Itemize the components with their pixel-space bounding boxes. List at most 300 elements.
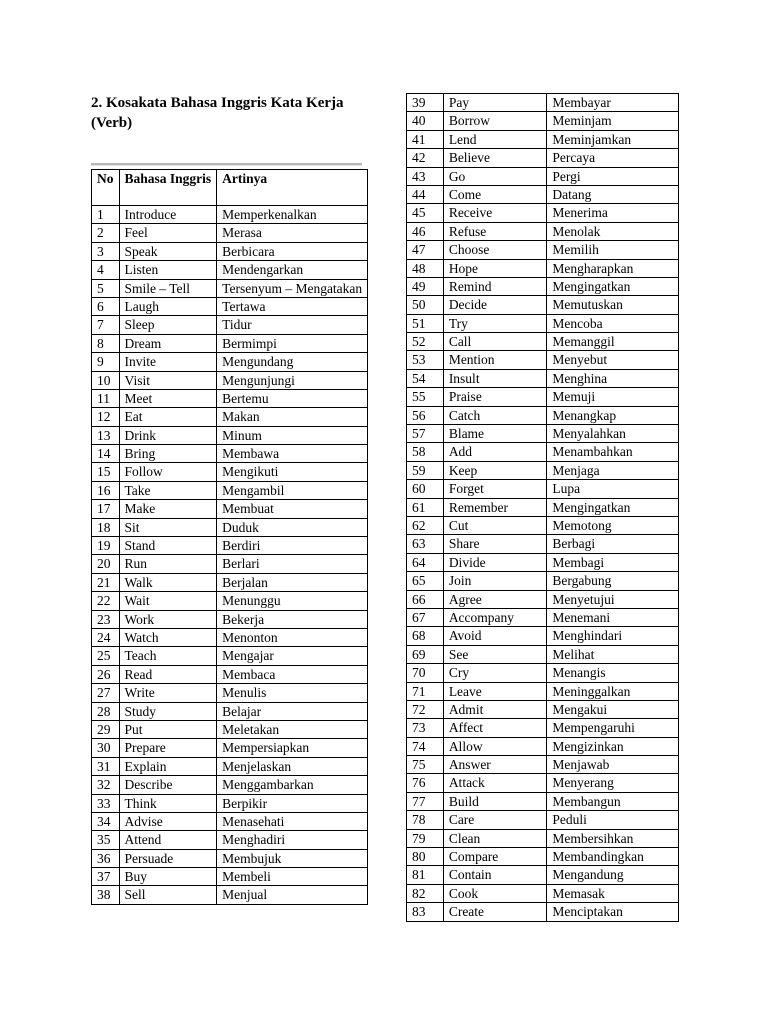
table-row	[92, 831, 368, 849]
table-row	[92, 334, 368, 352]
row-meaning: Menyalahkan	[547, 425, 679, 443]
row-meaning: Membeli	[217, 868, 368, 886]
row-meaning: Menemani	[547, 608, 679, 626]
table-row	[92, 445, 368, 463]
table-row	[407, 112, 679, 130]
row-meaning: Merasa	[217, 224, 368, 242]
row-number: 73	[407, 719, 444, 737]
vocab-table-left	[91, 169, 368, 905]
row-number: 29	[92, 720, 120, 738]
row-english-word: Buy	[119, 868, 217, 886]
row-number: 81	[407, 866, 444, 884]
row-meaning: Pergi	[547, 167, 679, 185]
row-english-word: Work	[119, 610, 217, 628]
row-english-word: Make	[119, 500, 217, 518]
row-english-word: Think	[119, 794, 217, 812]
row-number: 8	[92, 334, 120, 352]
row-english-word: Praise	[443, 388, 547, 406]
table-row	[92, 665, 368, 683]
row-number: 25	[92, 647, 120, 665]
row-meaning: Membayar	[547, 94, 679, 112]
table-row	[407, 94, 679, 112]
row-english-word: Clean	[443, 829, 547, 847]
row-number: 63	[407, 535, 444, 553]
row-number: 24	[92, 628, 120, 646]
row-english-word: Refuse	[443, 222, 547, 240]
row-meaning: Menyetujui	[547, 590, 679, 608]
row-number: 22	[92, 592, 120, 610]
row-english-word: Attack	[443, 774, 547, 792]
row-number: 82	[407, 884, 444, 902]
row-meaning: Mengingatkan	[547, 498, 679, 516]
row-number: 58	[407, 443, 444, 461]
row-number: 67	[407, 608, 444, 626]
table-row	[407, 351, 679, 369]
row-number: 31	[92, 757, 120, 775]
table-row	[407, 535, 679, 553]
row-meaning: Membaca	[217, 665, 368, 683]
row-number: 3	[92, 242, 120, 260]
row-english-word: Sell	[119, 886, 217, 904]
table-row	[407, 608, 679, 626]
table-row	[407, 314, 679, 332]
row-number: 75	[407, 756, 444, 774]
row-english-word: Avoid	[443, 627, 547, 645]
table-row	[407, 369, 679, 387]
header-no: No	[92, 170, 120, 206]
table-row	[407, 664, 679, 682]
row-meaning: Berbagi	[547, 535, 679, 553]
row-meaning: Menunggu	[217, 592, 368, 610]
row-english-word: Come	[443, 185, 547, 203]
row-english-word: Walk	[119, 573, 217, 591]
row-number: 2	[92, 224, 120, 242]
row-number: 72	[407, 700, 444, 718]
table-row	[407, 406, 679, 424]
row-number: 41	[407, 130, 444, 148]
row-english-word: Contain	[443, 866, 547, 884]
row-meaning: Menciptakan	[547, 903, 679, 921]
row-number: 80	[407, 848, 444, 866]
row-meaning: Mengakui	[547, 700, 679, 718]
row-meaning: Mengajar	[217, 647, 368, 665]
row-meaning: Mendengarkan	[217, 261, 368, 279]
table-row	[407, 241, 679, 259]
row-english-word: Smile – Tell	[119, 279, 217, 297]
row-number: 74	[407, 737, 444, 755]
table-row	[407, 590, 679, 608]
row-number: 27	[92, 684, 120, 702]
row-meaning: Bergabung	[547, 572, 679, 590]
row-meaning: Belajar	[217, 702, 368, 720]
row-meaning: Minum	[217, 426, 368, 444]
row-meaning: Bekerja	[217, 610, 368, 628]
table-row	[92, 261, 368, 279]
row-number: 45	[407, 204, 444, 222]
row-meaning: Membuat	[217, 500, 368, 518]
row-number: 51	[407, 314, 444, 332]
row-english-word: Care	[443, 811, 547, 829]
row-english-word: Leave	[443, 682, 547, 700]
row-meaning: Lupa	[547, 480, 679, 498]
table-row	[407, 645, 679, 663]
table-row	[92, 886, 368, 904]
row-number: 13	[92, 426, 120, 444]
table-row	[407, 811, 679, 829]
table-row	[92, 849, 368, 867]
row-meaning: Menonton	[217, 628, 368, 646]
table-row	[92, 408, 368, 426]
row-english-word: Dream	[119, 334, 217, 352]
row-english-word: Allow	[443, 737, 547, 755]
table-row	[407, 185, 679, 203]
row-english-word: Sit	[119, 518, 217, 536]
row-meaning: Memasak	[547, 884, 679, 902]
table-row	[407, 277, 679, 295]
row-english-word: Join	[443, 572, 547, 590]
row-number: 26	[92, 665, 120, 683]
table-row	[407, 516, 679, 534]
row-number: 61	[407, 498, 444, 516]
row-english-word: Laugh	[119, 297, 217, 315]
table-row	[92, 757, 368, 775]
row-number: 23	[92, 610, 120, 628]
row-meaning: Mengikuti	[217, 463, 368, 481]
row-number: 20	[92, 555, 120, 573]
table-row	[407, 222, 679, 240]
table-row	[407, 461, 679, 479]
row-number: 32	[92, 776, 120, 794]
row-english-word: Remind	[443, 277, 547, 295]
row-english-word: Cry	[443, 664, 547, 682]
row-number: 18	[92, 518, 120, 536]
table-row	[92, 518, 368, 536]
row-number: 21	[92, 573, 120, 591]
row-number: 46	[407, 222, 444, 240]
row-meaning: Menjual	[217, 886, 368, 904]
table-row	[92, 463, 368, 481]
row-number: 35	[92, 831, 120, 849]
row-number: 10	[92, 371, 120, 389]
table-row	[407, 259, 679, 277]
row-meaning: Membujuk	[217, 849, 368, 867]
row-number: 17	[92, 500, 120, 518]
row-english-word: Advise	[119, 812, 217, 830]
row-meaning: Tersenyum – Mengatakan	[217, 279, 368, 297]
row-english-word: Read	[119, 665, 217, 683]
row-number: 59	[407, 461, 444, 479]
table-row	[92, 628, 368, 646]
table-row	[92, 316, 368, 334]
row-meaning: Mengundang	[217, 353, 368, 371]
row-number: 12	[92, 408, 120, 426]
row-meaning: Menerima	[547, 204, 679, 222]
row-number: 39	[407, 94, 444, 112]
row-number: 34	[92, 812, 120, 830]
row-english-word: Run	[119, 555, 217, 573]
row-english-word: Drink	[119, 426, 217, 444]
row-meaning: Mengharapkan	[547, 259, 679, 277]
table-row	[92, 573, 368, 591]
row-english-word: Meet	[119, 389, 217, 407]
row-number: 65	[407, 572, 444, 590]
row-number: 11	[92, 389, 120, 407]
row-meaning: Memanggil	[547, 333, 679, 351]
table-row	[92, 426, 368, 444]
row-number: 79	[407, 829, 444, 847]
row-meaning: Peduli	[547, 811, 679, 829]
row-meaning: Menggambarkan	[217, 776, 368, 794]
table-row	[92, 702, 368, 720]
row-meaning: Meminjam	[547, 112, 679, 130]
row-meaning: Mengingatkan	[547, 277, 679, 295]
row-english-word: Add	[443, 443, 547, 461]
row-meaning: Memotong	[547, 516, 679, 534]
row-meaning: Percaya	[547, 149, 679, 167]
table-row	[407, 553, 679, 571]
row-number: 71	[407, 682, 444, 700]
table-row	[407, 848, 679, 866]
row-number: 68	[407, 627, 444, 645]
row-meaning: Meletakan	[217, 720, 368, 738]
row-english-word: Forget	[443, 480, 547, 498]
table-row	[407, 388, 679, 406]
table-row	[407, 167, 679, 185]
row-meaning: Mengizinkan	[547, 737, 679, 755]
table-row	[92, 868, 368, 886]
row-meaning: Menjawab	[547, 756, 679, 774]
row-number: 44	[407, 185, 444, 203]
row-number: 78	[407, 811, 444, 829]
table-row	[407, 903, 679, 921]
table-row	[92, 776, 368, 794]
row-english-word: Remember	[443, 498, 547, 516]
row-meaning: Meninggalkan	[547, 682, 679, 700]
table-row	[92, 537, 368, 555]
row-english-word: Prepare	[119, 739, 217, 757]
row-english-word: Accompany	[443, 608, 547, 626]
row-number: 69	[407, 645, 444, 663]
table-row	[407, 737, 679, 755]
row-meaning: Berlari	[217, 555, 368, 573]
row-number: 5	[92, 279, 120, 297]
row-english-word: Answer	[443, 756, 547, 774]
row-meaning: Menyerang	[547, 774, 679, 792]
row-number: 38	[92, 886, 120, 904]
row-english-word: Insult	[443, 369, 547, 387]
row-number: 47	[407, 241, 444, 259]
row-english-word: Teach	[119, 647, 217, 665]
row-english-word: Create	[443, 903, 547, 921]
row-number: 57	[407, 425, 444, 443]
table-row	[407, 480, 679, 498]
row-english-word: Cut	[443, 516, 547, 534]
page-title: 2. Kosakata Bahasa Inggris Kata Kerja (Verb)	[91, 95, 344, 131]
table-row	[92, 481, 368, 499]
row-english-word: Divide	[443, 553, 547, 571]
row-meaning: Duduk	[217, 518, 368, 536]
table-row	[92, 224, 368, 242]
table-row	[92, 206, 368, 224]
row-meaning: Berdiri	[217, 537, 368, 555]
table-row	[92, 684, 368, 702]
table-row	[407, 204, 679, 222]
row-meaning: Datang	[547, 185, 679, 203]
header-meaning: Artinya	[217, 170, 368, 206]
row-english-word: Mention	[443, 351, 547, 369]
table-row	[407, 792, 679, 810]
row-number: 15	[92, 463, 120, 481]
table-row	[407, 866, 679, 884]
table-row	[92, 297, 368, 315]
row-english-word: Build	[443, 792, 547, 810]
row-meaning: Menulis	[217, 684, 368, 702]
row-meaning: Menghadiri	[217, 831, 368, 849]
table-row	[407, 425, 679, 443]
row-english-word: Compare	[443, 848, 547, 866]
row-english-word: Bring	[119, 445, 217, 463]
row-english-word: Admit	[443, 700, 547, 718]
table-row	[407, 572, 679, 590]
row-english-word: Receive	[443, 204, 547, 222]
table-row	[407, 333, 679, 351]
row-meaning: Menangkap	[547, 406, 679, 424]
row-number: 56	[407, 406, 444, 424]
row-meaning: Membawa	[217, 445, 368, 463]
row-number: 76	[407, 774, 444, 792]
row-meaning: Membangun	[547, 792, 679, 810]
table-row	[92, 242, 368, 260]
row-number: 36	[92, 849, 120, 867]
row-english-word: Introduce	[119, 206, 217, 224]
row-english-word: Invite	[119, 353, 217, 371]
row-number: 4	[92, 261, 120, 279]
row-meaning: Makan	[217, 408, 368, 426]
row-english-word: Agree	[443, 590, 547, 608]
row-meaning: Membersihkan	[547, 829, 679, 847]
row-english-word: Speak	[119, 242, 217, 260]
table-row	[92, 389, 368, 407]
table-row	[407, 627, 679, 645]
row-meaning: Menasehati	[217, 812, 368, 830]
row-meaning: Memperkenalkan	[217, 206, 368, 224]
row-meaning: Menyebut	[547, 351, 679, 369]
table-row	[92, 592, 368, 610]
row-english-word: Believe	[443, 149, 547, 167]
table-row	[407, 774, 679, 792]
row-meaning: Bertemu	[217, 389, 368, 407]
row-number: 60	[407, 480, 444, 498]
table-row	[92, 555, 368, 573]
vocab-table-right	[406, 93, 679, 922]
row-english-word: Follow	[119, 463, 217, 481]
row-number: 53	[407, 351, 444, 369]
table-row	[407, 829, 679, 847]
row-meaning: Mengunjungi	[217, 371, 368, 389]
row-meaning: Memuji	[547, 388, 679, 406]
table-header-row	[92, 170, 368, 206]
row-english-word: Try	[443, 314, 547, 332]
row-english-word: Take	[119, 481, 217, 499]
row-english-word: Describe	[119, 776, 217, 794]
row-english-word: Decide	[443, 296, 547, 314]
table-row	[92, 812, 368, 830]
row-meaning: Melihat	[547, 645, 679, 663]
table-row	[407, 682, 679, 700]
row-number: 70	[407, 664, 444, 682]
row-english-word: Affect	[443, 719, 547, 737]
row-meaning: Tidur	[217, 316, 368, 334]
row-meaning: Mengambil	[217, 481, 368, 499]
row-number: 28	[92, 702, 120, 720]
table-row	[92, 647, 368, 665]
row-meaning: Meminjamkan	[547, 130, 679, 148]
table-row	[92, 353, 368, 371]
row-number: 66	[407, 590, 444, 608]
row-english-word: Catch	[443, 406, 547, 424]
row-english-word: Persuade	[119, 849, 217, 867]
title-divider	[91, 163, 362, 166]
table-row	[92, 610, 368, 628]
row-english-word: Feel	[119, 224, 217, 242]
row-number: 19	[92, 537, 120, 555]
table-row	[407, 296, 679, 314]
row-meaning: Tertawa	[217, 297, 368, 315]
row-number: 83	[407, 903, 444, 921]
row-english-word: Put	[119, 720, 217, 738]
row-english-word: Choose	[443, 241, 547, 259]
row-meaning: Mencoba	[547, 314, 679, 332]
row-english-word: Borrow	[443, 112, 547, 130]
row-meaning: Menangis	[547, 664, 679, 682]
row-number: 42	[407, 149, 444, 167]
row-number: 49	[407, 277, 444, 295]
row-meaning: Memutuskan	[547, 296, 679, 314]
row-meaning: Mempersiapkan	[217, 739, 368, 757]
row-meaning: Membandingkan	[547, 848, 679, 866]
row-english-word: Write	[119, 684, 217, 702]
row-meaning: Mengandung	[547, 866, 679, 884]
table-row	[92, 739, 368, 757]
table-row	[407, 498, 679, 516]
row-english-word: Hope	[443, 259, 547, 277]
row-english-word: Pay	[443, 94, 547, 112]
table-row	[407, 130, 679, 148]
table-row	[407, 443, 679, 461]
table-row	[92, 279, 368, 297]
row-english-word: Eat	[119, 408, 217, 426]
table-row	[92, 794, 368, 812]
table-row	[407, 884, 679, 902]
row-number: 77	[407, 792, 444, 810]
row-number: 6	[92, 297, 120, 315]
row-number: 7	[92, 316, 120, 334]
table-row	[407, 149, 679, 167]
row-number: 55	[407, 388, 444, 406]
row-english-word: Sleep	[119, 316, 217, 334]
table-row	[407, 700, 679, 718]
row-english-word: Call	[443, 333, 547, 351]
row-number: 40	[407, 112, 444, 130]
row-number: 30	[92, 739, 120, 757]
row-number: 33	[92, 794, 120, 812]
row-meaning: Memilih	[547, 241, 679, 259]
table-row	[92, 500, 368, 518]
row-english-word: Blame	[443, 425, 547, 443]
row-meaning: Menghina	[547, 369, 679, 387]
row-english-word: Study	[119, 702, 217, 720]
table-row	[407, 756, 679, 774]
